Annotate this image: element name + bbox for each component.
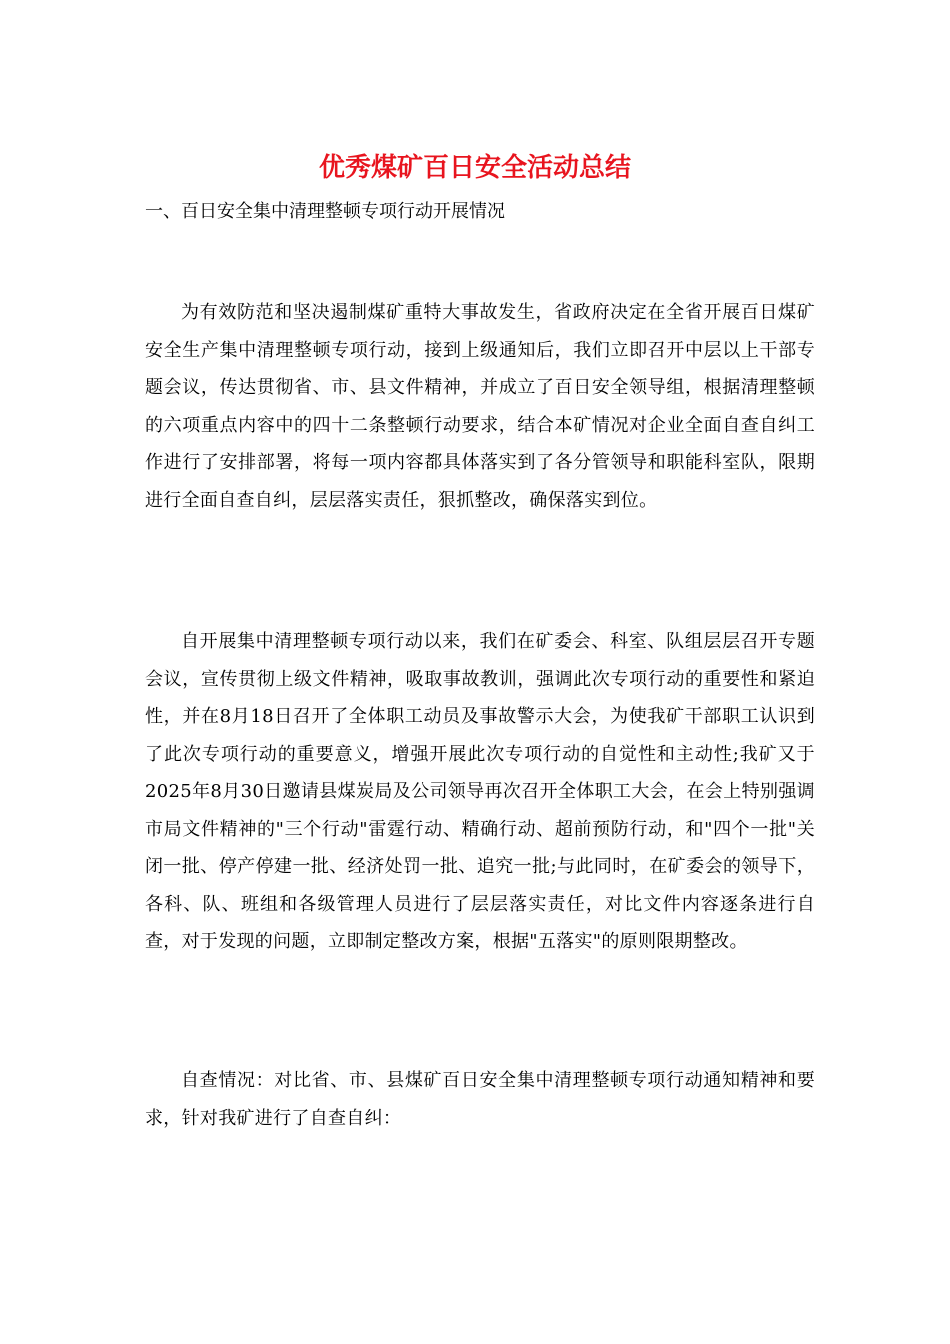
paragraph-2: 自开展集中清理整顿专项行动以来，我们在矿委会、科室、队组层层召开专题会议，宣传贯彻上级文件精神，吸取事故教训，强调此次专项行动的重要性和紧迫性，并在8月18日召开了全体职工动员及事故警示大会，为使我矿干部职工认识到了此次专项行动的重要意义，增强开展此次专项行动的自觉性和主动性;我矿又于2025年8月30日邀请县煤炭局及公司领导再次召开全体职工大会，在会上特别强调市局文件精神的"三个行动"雷霆行动、精确行动、超前预防行动，和"四个一批"关闭一批、停产停建一批、经济处罚一批、追究一批;与此同时，在矿委会的领导下，各科、队、班组和各级管理人员进行了层层落实责任，对比文件内容逐条进行自查，对于发现的问题，立即制定整改方案，根据"五落实"的原则限期整改。	[145, 631, 815, 952]
document-title: 优秀煤矿百日安全活动总结	[318, 153, 631, 183]
section-heading: 一、百日安全集中清理整顿专项行动开展情况	[145, 201, 505, 222]
paragraph-3: 自查情况：对比省、市、县煤矿百日安全集中清理整顿专项行动通知精神和要求，针对我矿进行了自查自纠：	[145, 1070, 815, 1129]
paragraph-1: 为有效防范和坚决遏制煤矿重特大事故发生，省政府决定在全省开展百日煤矿安全生产集中清理整顿专项行动，接到上级通知后，我们立即召开中层以上干部专题会议，传达贯彻省、市、县文件精神，并成立了百日安全领导组，根据清理整顿的六项重点内容中的四十二条整顿行动要求，结合本矿情况对企业全面自查自纠工作进行了安排部署，将每一项内容都具体落实到了各分管领导和职能科室队，限期进行全面自查自纠，层层落实责任，狠抓整改，确保落实到位。	[145, 302, 815, 511]
